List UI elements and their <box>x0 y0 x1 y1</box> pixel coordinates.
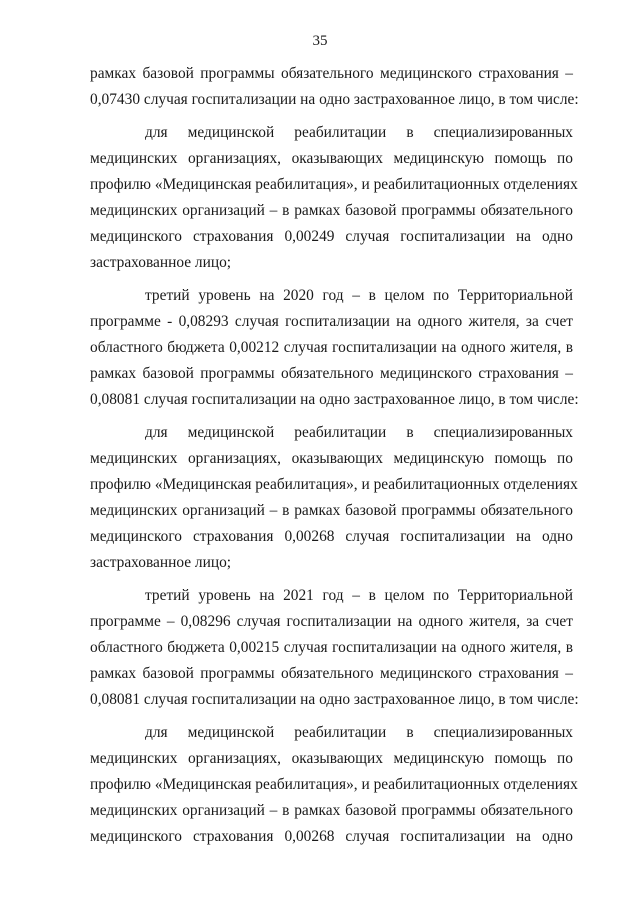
text-line: медицинского страхования 0,00249 случая госпитализации на одно <box>90 228 573 245</box>
text-line: 0,07430 случая госпитализации на одно застрахованное лицо, в том числе: <box>90 91 579 108</box>
paragraph <box>90 420 578 576</box>
text-line: застрахованное лицо; <box>90 254 232 271</box>
paragraph <box>90 583 579 713</box>
text-line: 0,08081 случая госпитализации на одно застрахованное лицо, в том числе: <box>90 691 579 708</box>
text-line: третий уровень на 2021 год – в целом по Территориальной <box>145 587 573 604</box>
paragraph-gap <box>90 113 573 120</box>
text-line: застрахованное лицо; <box>90 554 232 571</box>
paragraph <box>90 61 579 113</box>
paragraph-gap <box>90 413 573 420</box>
paragraph <box>90 283 579 413</box>
text-line: медицинского страхования 0,00268 случая госпитализации на одно <box>90 528 573 545</box>
text-line: программе - 0,08293 случая госпитализации на одного жителя, за счет <box>90 313 573 330</box>
paragraph-gap <box>90 576 573 583</box>
text-line: для медицинской реабилитации в специализированных <box>145 724 573 741</box>
text-line: медицинского страхования 0,00268 случая госпитализации на одно <box>90 828 573 845</box>
paragraph <box>90 720 578 850</box>
text-line: рамках базовой программы обязательного медицинского страхования – <box>90 665 573 682</box>
text-line: для медицинской реабилитации в специализированных <box>145 124 573 141</box>
text-line: профилю «Медицинская реабилитация», и реабилитационных отделениях <box>90 176 578 193</box>
text-line: медицинских организациях, оказывающих медицинскую помощь по <box>90 150 573 167</box>
text-line: программе – 0,08296 случая госпитализации на одного жителя, за счет <box>90 613 573 630</box>
document-body <box>90 61 579 850</box>
text-line: медицинских организаций – в рамках базовой программы обязательного <box>90 502 573 519</box>
text-line: профилю «Медицинская реабилитация», и реабилитационных отделениях <box>90 776 578 793</box>
text-line: рамках базовой программы обязательного медицинского страхования – <box>90 65 573 82</box>
text-line: медицинских организаций – в рамках базовой программы обязательного <box>90 202 573 219</box>
paragraph <box>90 120 578 276</box>
text-line: 0,08081 случая госпитализации на одно застрахованное лицо, в том числе: <box>90 391 579 408</box>
paragraph-gap <box>90 276 573 283</box>
text-line: для медицинской реабилитации в специализированных <box>145 424 573 441</box>
text-line: медицинских организациях, оказывающих медицинскую помощь по <box>90 750 573 767</box>
text-line: третий уровень на 2020 год – в целом по Территориальной <box>145 287 573 304</box>
text-line: областного бюджета 0,00215 случая госпитализации на одного жителя, в <box>90 639 573 656</box>
text-line: медицинских организациях, оказывающих медицинскую помощь по <box>90 450 573 467</box>
text-line: областного бюджета 0,00212 случая госпитализации на одного жителя, в <box>90 339 573 356</box>
page-number: 35 <box>312 33 328 49</box>
text-line: профилю «Медицинская реабилитация», и реабилитационных отделениях <box>90 476 578 493</box>
text-line: рамках базовой программы обязательного медицинского страхования – <box>90 365 573 382</box>
text-line: медицинских организаций – в рамках базовой программы обязательного <box>90 802 573 819</box>
paragraph-gap <box>90 713 573 720</box>
